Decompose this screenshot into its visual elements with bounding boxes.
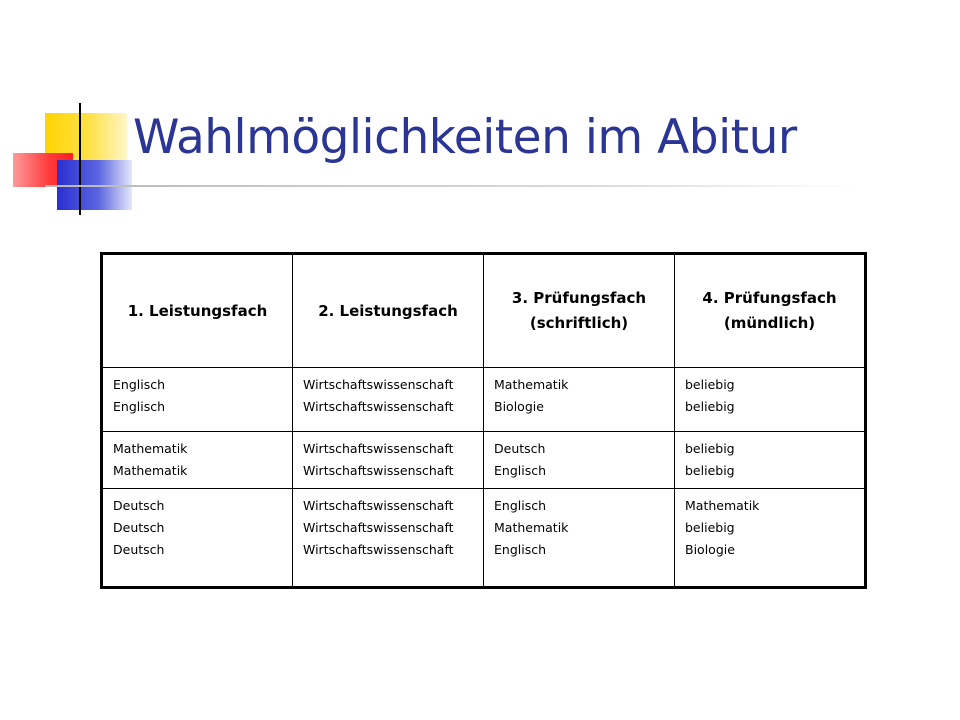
cell-line: Mathematik [494,377,569,392]
header-line: (schriftlich) [529,314,629,332]
table-row [102,432,866,489]
table-cell [293,432,484,489]
cell-line: Wirtschaftswissenschaft [303,520,454,535]
table-header-row [102,254,866,368]
cell-line: Deutsch [113,542,165,557]
table-cell [293,368,484,432]
header-line: (mündlich) [723,314,816,332]
cell-line: Wirtschaftswissenschaft [303,463,454,478]
cell-line: beliebig [685,441,735,456]
header-3-pruefungsfach [484,254,675,368]
cell-line: Biologie [494,399,544,414]
cell-line: Mathematik [113,441,188,456]
cell-line: Wirtschaftswissenschaft [303,377,454,392]
abitur-options-table [100,252,867,589]
abitur-options-table-container [100,252,867,589]
cell-line: Deutsch [494,441,546,456]
decor-horizontal-line [45,185,860,187]
cell-line: Mathematik [113,463,188,478]
cell-line: Englisch [494,498,547,513]
header-line: 2. Leistungsfach [318,301,458,320]
table-cell [675,489,866,588]
cell-line: beliebig [685,520,735,535]
table-cell [293,489,484,588]
table-cell [102,489,293,588]
cell-line: Englisch [113,377,166,392]
table-row [102,489,866,588]
cell-line: beliebig [685,463,735,478]
cell-line: beliebig [685,399,735,414]
decor-vertical-line [79,103,81,215]
table-cell [675,432,866,489]
table-cell [102,368,293,432]
cell-line: Wirtschaftswissenschaft [303,399,454,414]
header-4-pruefungsfach [675,254,866,368]
cell-line: Mathematik [685,498,760,513]
cell-line: beliebig [685,377,735,392]
cell-line: Biologie [685,542,735,557]
table-cell [484,368,675,432]
header-line: 3. Prüfungsfach [511,289,647,307]
cell-line: Englisch [494,542,547,557]
header-line: 1. Leistungsfach [127,301,268,320]
table-cell [102,432,293,489]
cell-line: Englisch [113,399,166,414]
cell-line: Mathematik [494,520,569,535]
header-line: 4. Prüfungsfach [702,289,837,307]
table-cell [484,432,675,489]
slide-title: Wahlmöglichkeiten im Abitur [133,110,797,165]
table-row [102,368,866,432]
cell-line: Wirtschaftswissenschaft [303,498,454,513]
cell-line: Wirtschaftswissenschaft [303,542,454,557]
header-1-leistungsfach [102,254,293,368]
cell-line: Deutsch [113,498,165,513]
header-2-leistungsfach [293,254,484,368]
table-cell [484,489,675,588]
cell-line: Wirtschaftswissenschaft [303,441,454,456]
cell-line: Englisch [494,463,547,478]
table-cell [675,368,866,432]
cell-line: Deutsch [113,520,165,535]
